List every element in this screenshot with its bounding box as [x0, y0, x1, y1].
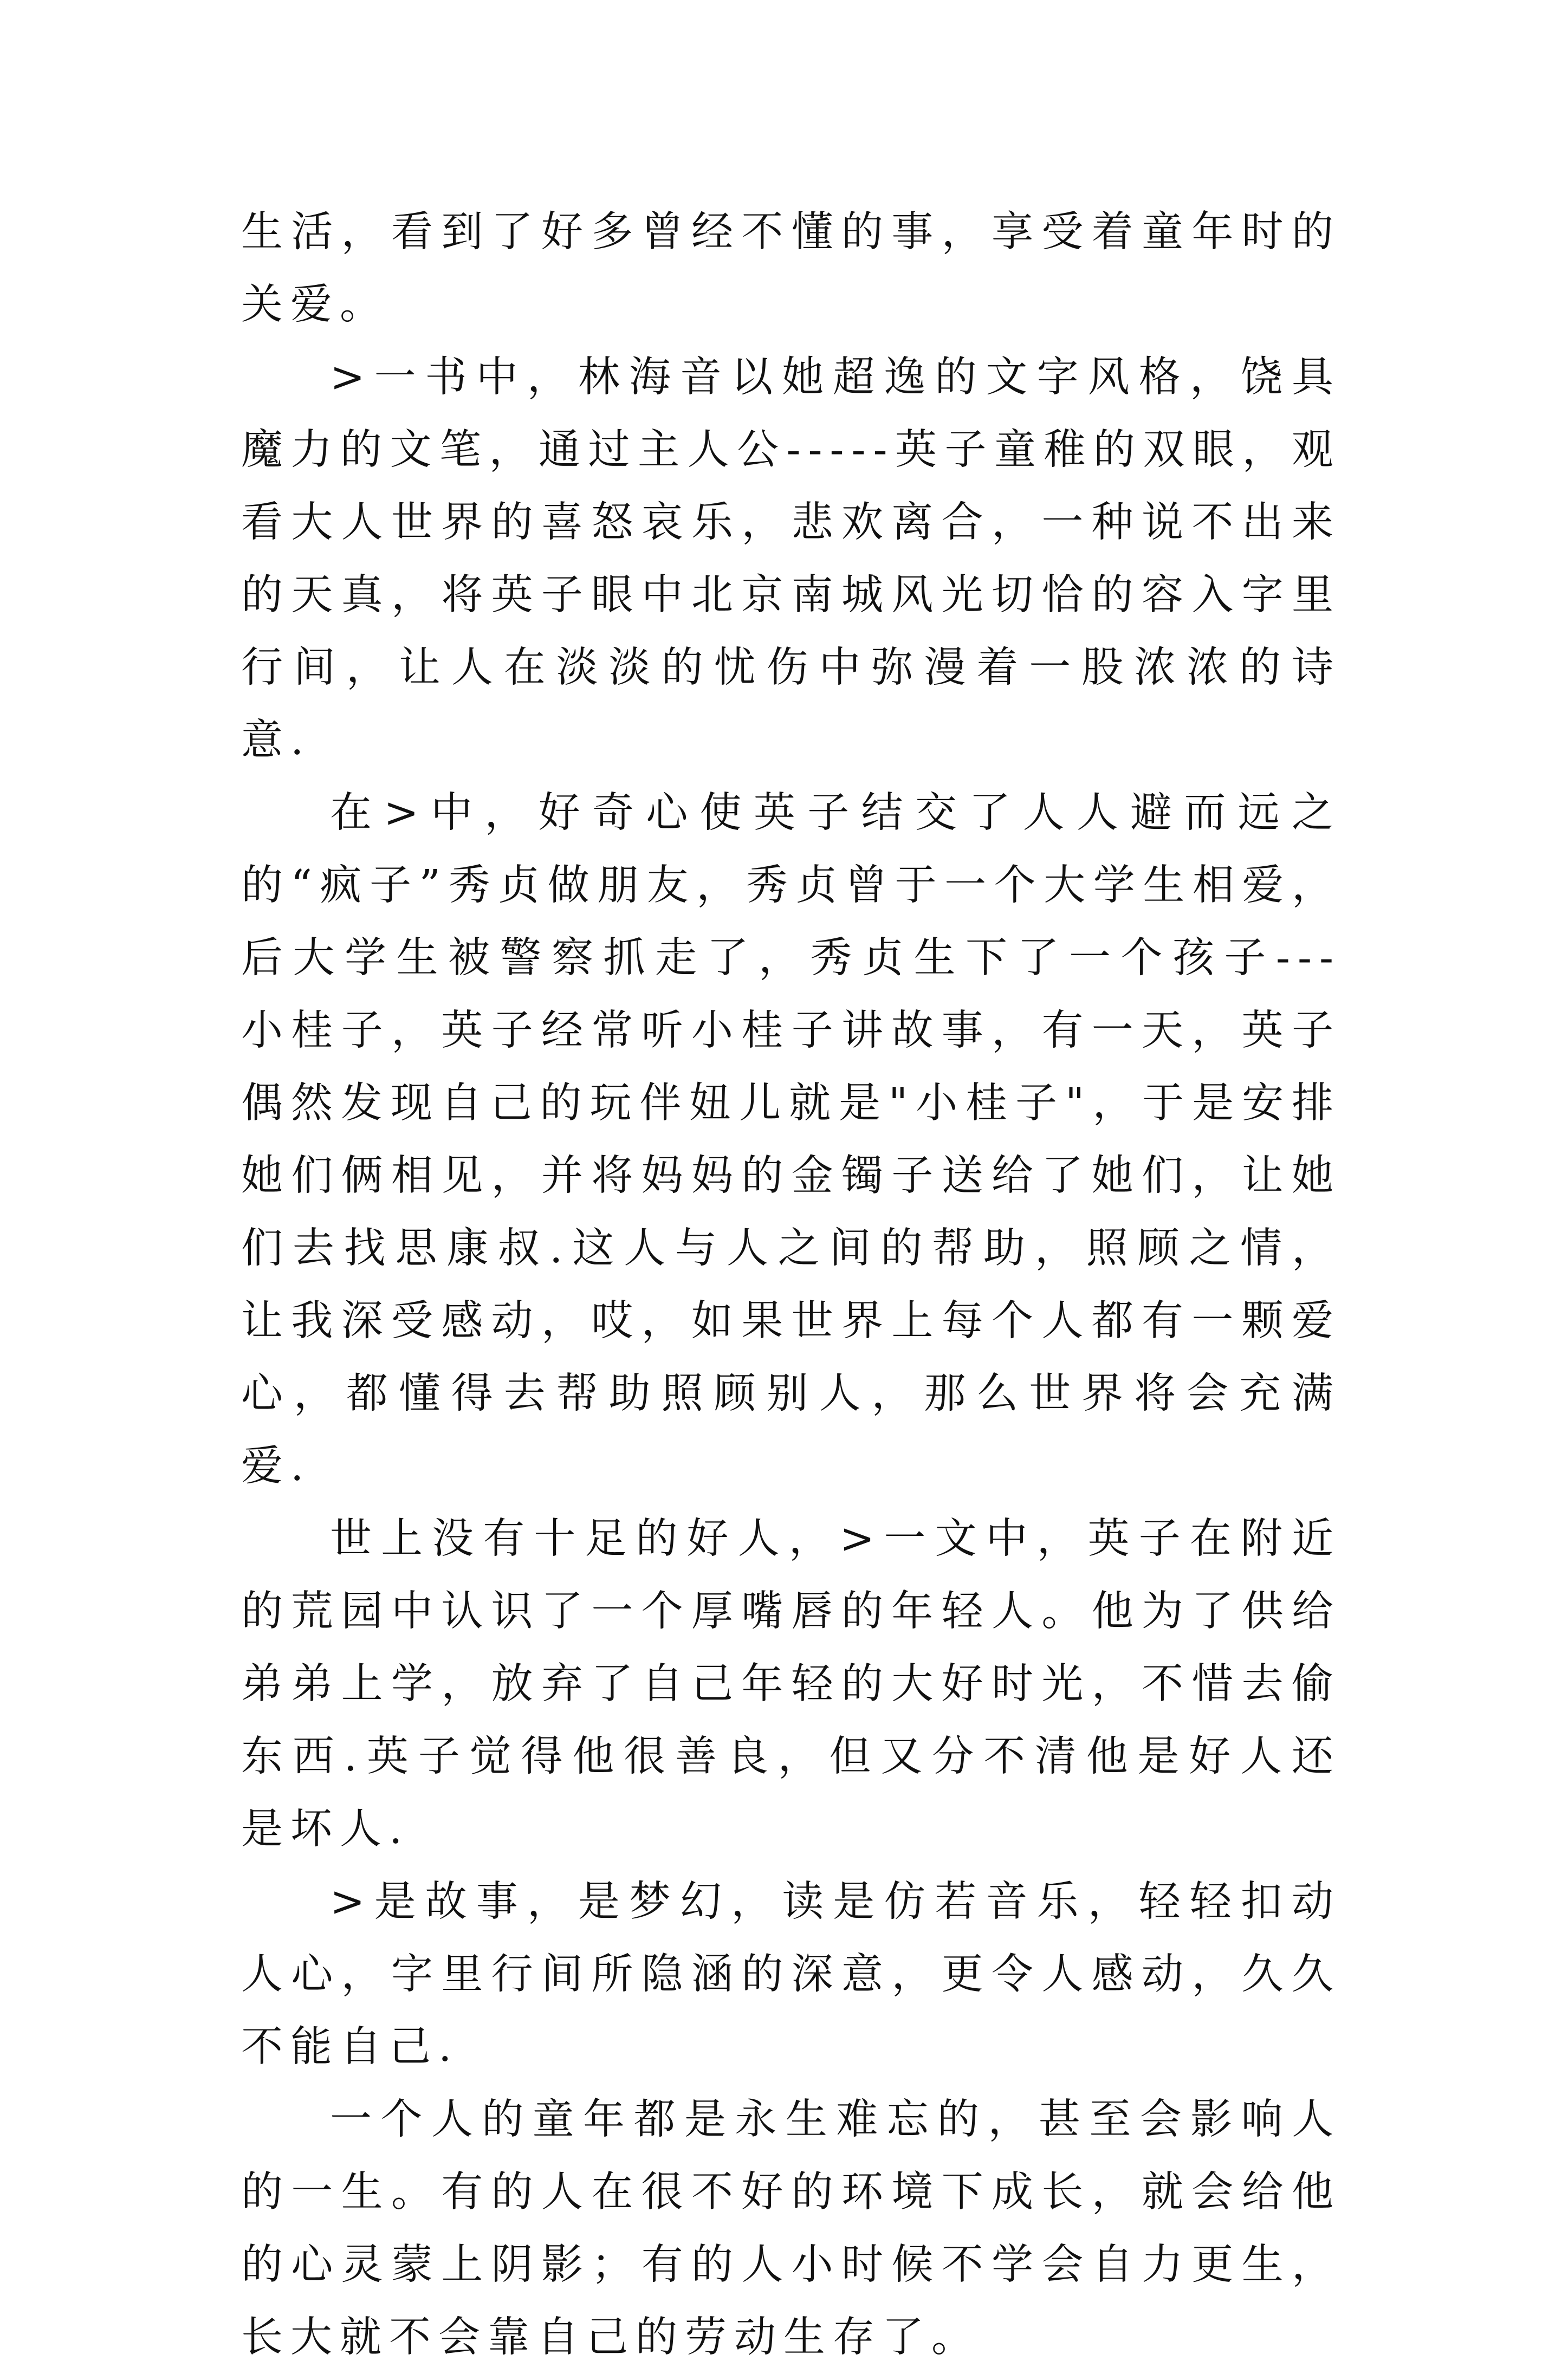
body-text — [241, 196, 1341, 2374]
paragraph: 生活，看到了好多曾经不懂的事，享受着童年时的关爱。 — [241, 208, 1341, 329]
paragraph: >是故事，是梦幻，读是仿若音乐，轻轻扣动人心，字里行间所隐涵的深意，更令人感动，久久不能自己. — [241, 1878, 1341, 2071]
paragraph: >一书中，林海音以她超逸的文字风格，饶具魔力的文笔，通过主人公-----英子童稚的双眼，观看大人世界的喜怒哀乐，悲欢离合，一种说不出来的天真，将英子眼中北京南城风光切恰的容入字里行间，让人在淡淡的忧伤中弥漫着一股浓浓的诗意. — [241, 353, 1341, 764]
paragraph: 一个人的童年都是永生难忘的，甚至会影响人的一生。有的人在很不好的环境下成长，就会给他的心灵蒙上阴影；有的人小时候不学会自力更生，长大就不会靠自己的劳动生存了。 — [241, 2096, 1341, 2362]
paragraph: 世上没有十足的好人，>一文中，英子在附近的荒园中认识了一个厚嘴唇的年轻人。他为了供给弟弟上学，放弃了自己年轻的大好时光，不惜去偷东西.英子觉得他很善良，但又分不清他是好人还是坏人. — [241, 1515, 1341, 1853]
paragraph: 在>中，好奇心使英子结交了人人避而远之的“疯子”秀贞做朋友，秀贞曾于一个大学生相爱，后大学生被警察抓走了，秀贞生下了一个孩子---小桂子，英子经常听小桂子讲故事，有一天，英子偶然发现自己的玩伴妞儿就是"小桂子"，于是安排她们俩相见，并将妈妈的金镯子送给了她们，让她们去找思康叔.这人与人之间的帮助，照顾之情，让我深受感动，哎，如果世界上每个人都有一颗爱心，都懂得去帮助照顾别人，那么世界将会充满爱. — [241, 789, 1341, 1490]
